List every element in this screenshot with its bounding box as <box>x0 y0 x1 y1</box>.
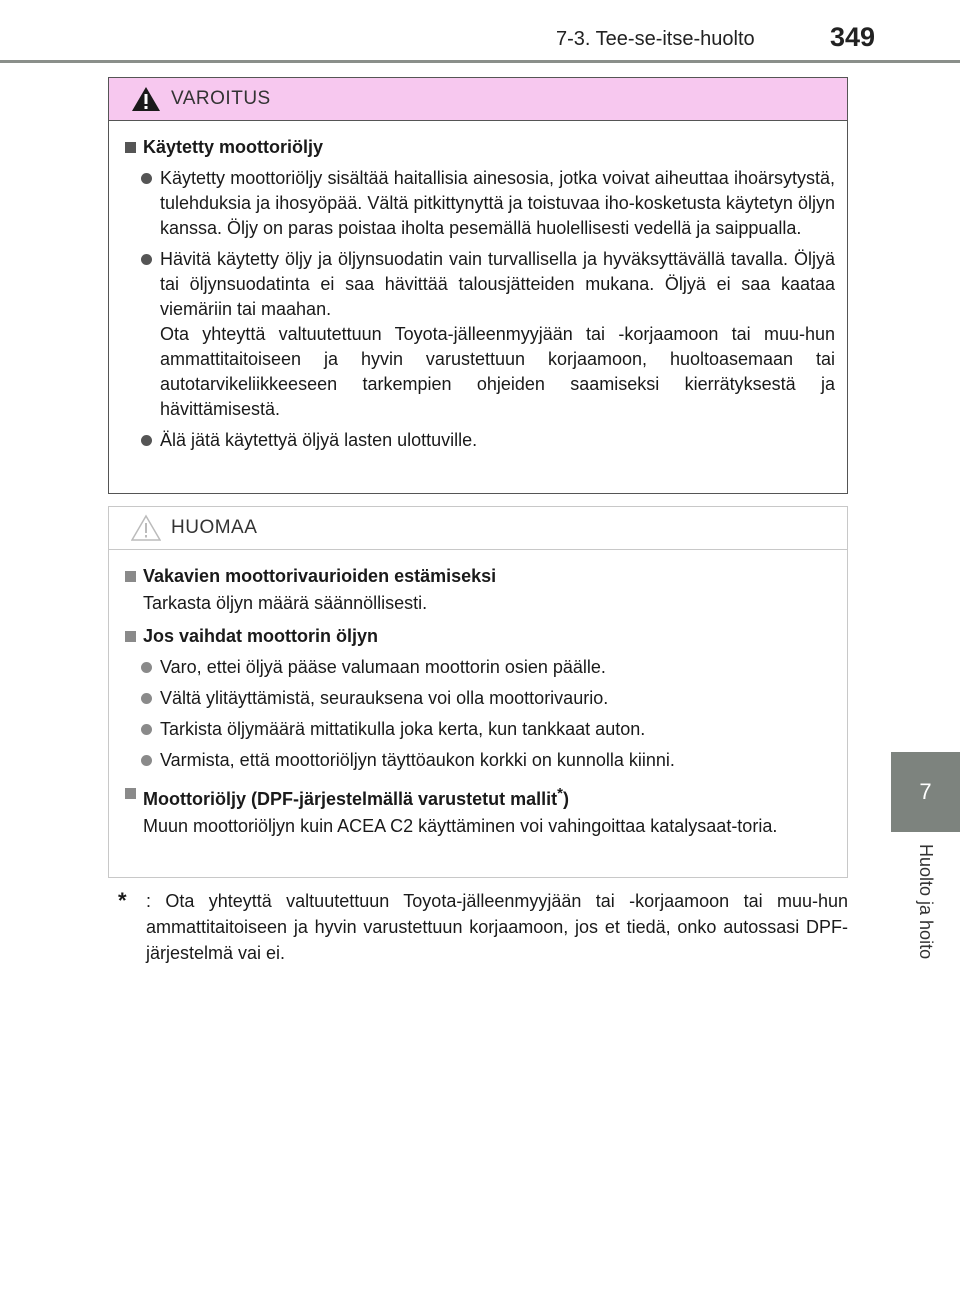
footnote-marker: * <box>557 785 563 802</box>
footnote-mark: * <box>118 888 127 913</box>
notice-heading-text <box>143 781 569 812</box>
heading-text-end: ) <box>562 789 569 809</box>
round-bullet-icon <box>141 693 152 704</box>
header-divider <box>0 60 960 63</box>
round-bullet-icon <box>141 662 152 673</box>
square-bullet-icon <box>125 631 136 642</box>
notice-body <box>109 550 847 839</box>
chapter-title: Huolto ja hoito <box>916 844 936 960</box>
footnote <box>118 888 848 966</box>
round-bullet-icon <box>141 724 152 735</box>
list-item-text <box>160 247 835 422</box>
list-item <box>125 166 835 241</box>
list-item-continuation: Ota yhteyttä valtuutettuun Toyota-jälleenmyyjään tai -korjaamoon tai muu-hun ammattitaitoiseen ja hyvin varustettuun korjaamoon, huoltoasemaan tai autotarvikeliikkeeseen tarkempien ohjeiden saamiseksi kierrätyksestä ja hävittämisestä. <box>160 324 835 419</box>
list-item <box>125 686 835 711</box>
list-item <box>125 717 835 742</box>
warning-triangle-icon <box>131 85 161 113</box>
notice-heading-text: Jos vaihdat moottorin öljyn <box>143 626 379 646</box>
list-item-text: Varmista, että moottoriöljyn täyttöaukon korkki on kunnolla kiinni. <box>160 750 675 770</box>
chapter-label <box>891 832 960 982</box>
list-item-text: Käytetty moottoriöljy sisältää haitallisia ainesosia, jotka voivat aiheuttaa ihoärsytystä, tulehduksia ja ihosyöpää. Vältä pitkittynyttä ja toistuvaa iho-kosketusta käytetyn öljyn kanssa. Öljy on paras poistaa iholta pesemällä huolellisesti vedellä ja saippualla. <box>160 168 835 238</box>
footnote-text: : Ota yhteyttä valtuutettuun Toyota-jälleenmyyjään tai -korjaamoon tai muu-hun ammattitaitoiseen ja hyvin varustettuun korjaamoon, jos et tiedä, onko autossasi DPF-järjestelmä vai ei. <box>146 891 848 963</box>
footnote-mark-wrap <box>118 888 146 966</box>
list-item <box>125 428 835 453</box>
round-bullet-icon <box>141 254 152 265</box>
square-bullet-icon <box>125 142 136 153</box>
notice-paragraph: Tarkasta öljyn määrä säännöllisesti. <box>143 593 428 613</box>
page-number: 349 <box>830 22 876 52</box>
notice-box <box>108 506 848 878</box>
square-bullet-icon <box>125 788 136 799</box>
notice-heading <box>125 564 835 589</box>
round-bullet-icon <box>141 173 152 184</box>
warning-body <box>109 121 847 453</box>
heading-text-main: Moottoriöljy (DPF-järjestelmällä varustetut mallit <box>143 789 558 809</box>
list-item-text: Varo, ettei öljyä pääse valumaan moottorin osien päälle. <box>160 657 606 677</box>
list-item <box>125 247 835 422</box>
list-item-text: Älä jätä käytettyä öljyä lasten ulottuville. <box>160 430 478 450</box>
list-item-text: Tarkista öljymäärä mittatikulla joka kerta, kun tankkaat auton. <box>160 719 646 739</box>
caution-triangle-icon <box>131 514 161 542</box>
list-item-text-part: Hävitä käytetty öljy ja öljynsuodatin vain turvallisella ja hyväksyttävällä tavalla. Öljyä tai öljynsuodatinta ei saa hävittää talousjätteiden mukana. Öljyä ei saa kaataa viemäriin tai maahan. <box>160 249 835 319</box>
warning-label: VAROITUS <box>171 88 271 109</box>
round-bullet-icon <box>141 755 152 766</box>
warning-heading <box>125 135 835 160</box>
section-title: 7-3. Tee-se-itse-huolto <box>556 28 755 50</box>
list-item <box>125 748 835 773</box>
square-bullet-icon <box>125 571 136 582</box>
warning-header <box>109 78 847 121</box>
warning-box <box>108 77 848 494</box>
notice-label: HUOMAA <box>171 517 258 538</box>
chapter-tab: 7 <box>891 752 960 832</box>
round-bullet-icon <box>141 435 152 446</box>
warning-heading-text: Käytetty moottoriöljy <box>143 137 324 157</box>
notice-header <box>109 507 847 550</box>
notice-heading <box>125 624 835 649</box>
notice-paragraph: Muun moottoriöljyn kuin ACEA C2 käyttäminen voi vahingoittaa katalysaat-toria. <box>143 816 778 836</box>
notice-heading-text: Vakavien moottorivaurioiden estämiseksi <box>143 566 497 586</box>
list-item <box>125 655 835 680</box>
notice-heading <box>125 781 835 812</box>
list-item-text: Vältä ylitäyttämistä, seurauksena voi olla moottorivaurio. <box>160 688 609 708</box>
